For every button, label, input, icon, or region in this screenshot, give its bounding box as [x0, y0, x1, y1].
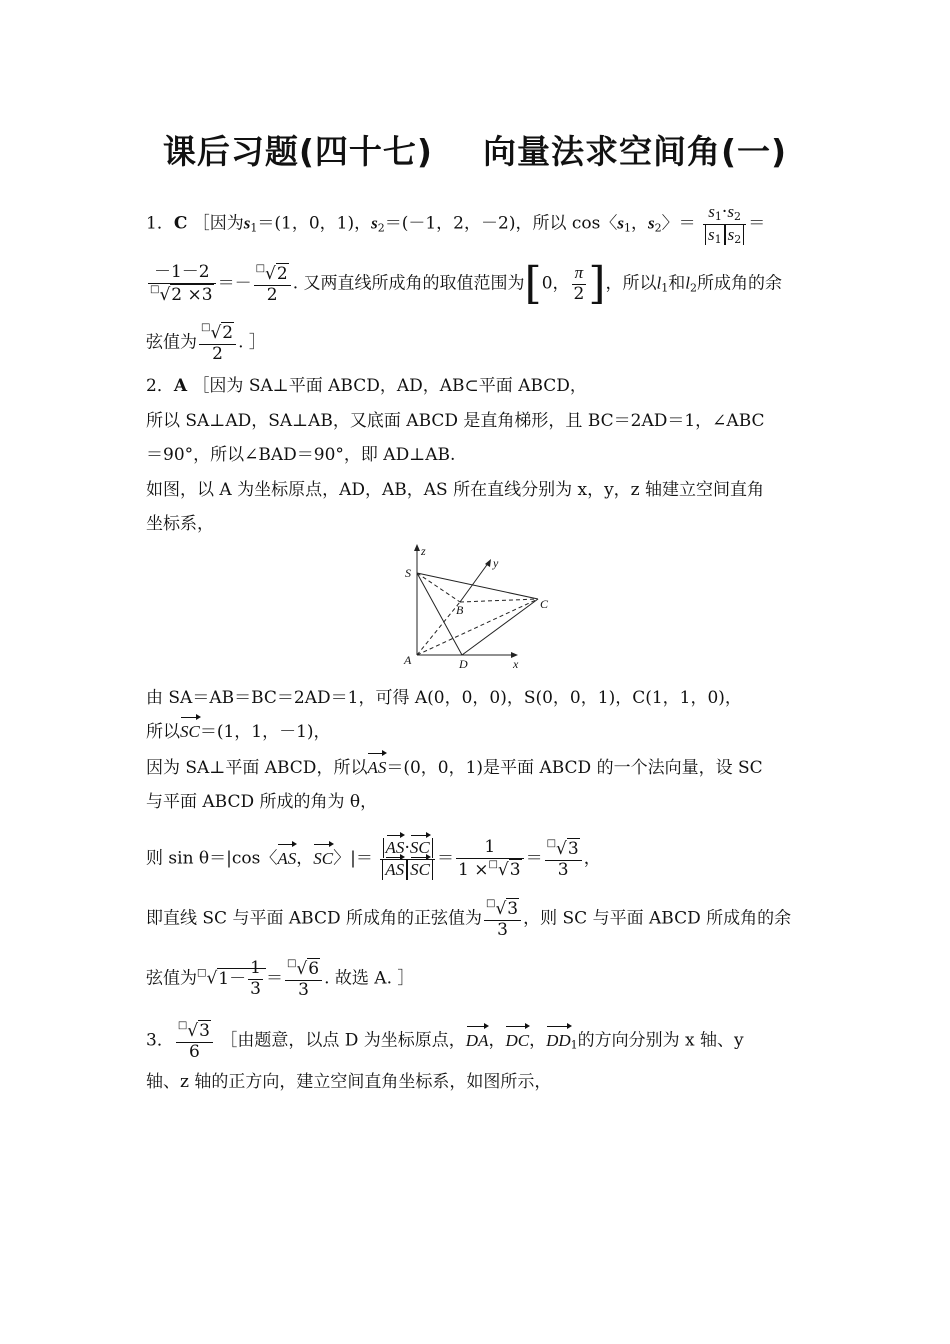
q2-line-6: 由 SA＝AB＝BC＝2AD＝1，可得 A(0，0，0)，S(0，0，1)，C(1，1，0)， — [146, 688, 742, 708]
coordinate-figure — [400, 542, 570, 672]
q3-line-2: 轴、z 轴的正方向，建立空间直角坐标系，如图所示， — [146, 1072, 552, 1092]
q1-line-3: 弦值为 $\frac{^□√2}{2}$ . ］ — [146, 322, 266, 364]
fig-label-s: S — [405, 566, 411, 580]
q2-answer: A — [173, 376, 188, 396]
q2-line-1: 2．A ［因为 SA⊥平面 ABCD，AD，AB⊂平面 ABCD， — [146, 376, 587, 396]
fig-label-y: y — [493, 556, 499, 570]
q2-line-2: 所以 SA⊥AD，SA⊥AB，又底面 ABCD 是直角梯形，且 BC＝2AD＝1，∠ABC — [146, 411, 765, 431]
q2-line-11: 即直线 SC 与平面 ABCD 所成角的正弦值为 $\frac{^□√3}{3}$ ，则 SC 与平面 ABCD 所成角的余 — [146, 898, 792, 940]
q2-line-3: ＝90°，所以∠BAD＝90°，即 AD⊥AB. — [146, 445, 456, 465]
q1-fraction-1: $\frac{-1-2}{^□√2 \times 3}$ — [148, 263, 216, 305]
q2-line-10: 则 sin θ＝|cos〈AS，SC〉|＝ $\frac{AS\cdot SC}{\text{AS SC}}$ ＝ $\frac{1}{1 \times^□√3}$ ＝ $\frac{^□√3}{3}$ ， — [146, 837, 601, 880]
fig-label-z: z — [421, 544, 426, 558]
q2-line-8: 因为 SA⊥平面 ABCD，所以AS＝(0，0，1)是平面 ABCD 的一个法向量，设 SC — [146, 758, 763, 778]
q2-line-12: 弦值为□√1－ $\frac{1}{3}$ ＝ $\frac{^□√6}{3}$ . 故选 A. ］ — [146, 958, 415, 1000]
q2-line-7: 所以SC＝(1，1，－1)， — [146, 722, 331, 742]
fig-label-a: A — [404, 653, 412, 667]
q1-line-1: 1．C ［因为$s_1=(1$，0，1)，$s_2=(-1$，2，－2)，所以 cos〈$s_1$，$s_2$〉＝ $\frac{s_1\cdot s_2}{s_1 s_2}$ ＝ — [146, 202, 766, 246]
fig-label-c: C — [540, 597, 549, 611]
q3-line-1: 3． $\frac{^□√3}{6}$ ［由题意，以点 D 为坐标原点，DA，DC，$DD_1$的方向分别为 x 轴、y — [146, 1020, 744, 1062]
q2-fraction-2: $\frac{1}{1 \times^□√3}$ — [456, 838, 524, 880]
q1-answer: C — [173, 213, 188, 234]
q1-fraction-s1s2: $\frac{s_1\cdot s_2}{s_1 s_2}$ — [703, 202, 746, 246]
fig-label-d: D — [459, 657, 468, 671]
q2-fraction-3: $\frac{^□√3}{3}$ — [545, 838, 582, 880]
q2-line-4: 如图，以 A 为坐标原点，AD，AB，AS 所在直线分别为 x，y，z 轴建立空间直角 — [146, 480, 765, 500]
q1-fraction-2: $\frac{^□√2}{2}$ — [254, 263, 291, 305]
q1-line-2: $\frac{-1-2}{^□√2 \times 3}$ ＝－ $\frac{^□√2}{2}$ . 又两直线所成角的取值范围为[0， $\frac{\pi}{2}$ ]，所以$l_1$和$l_2$所成角的余 — [150, 258, 782, 309]
q2-line-9: 与平面 ABCD 所成的角为 θ， — [146, 792, 378, 812]
fig-label-b: B — [456, 603, 464, 617]
fig-label-x: x — [513, 657, 519, 671]
page-title: 课后习题(四十七) 向量法求空间角(一) — [162, 132, 788, 171]
q2-fraction-1: $\frac{AS\cdot SC}{\text{AS SC}}$ — [380, 838, 435, 880]
q2-line-5: 坐标系， — [146, 514, 214, 534]
